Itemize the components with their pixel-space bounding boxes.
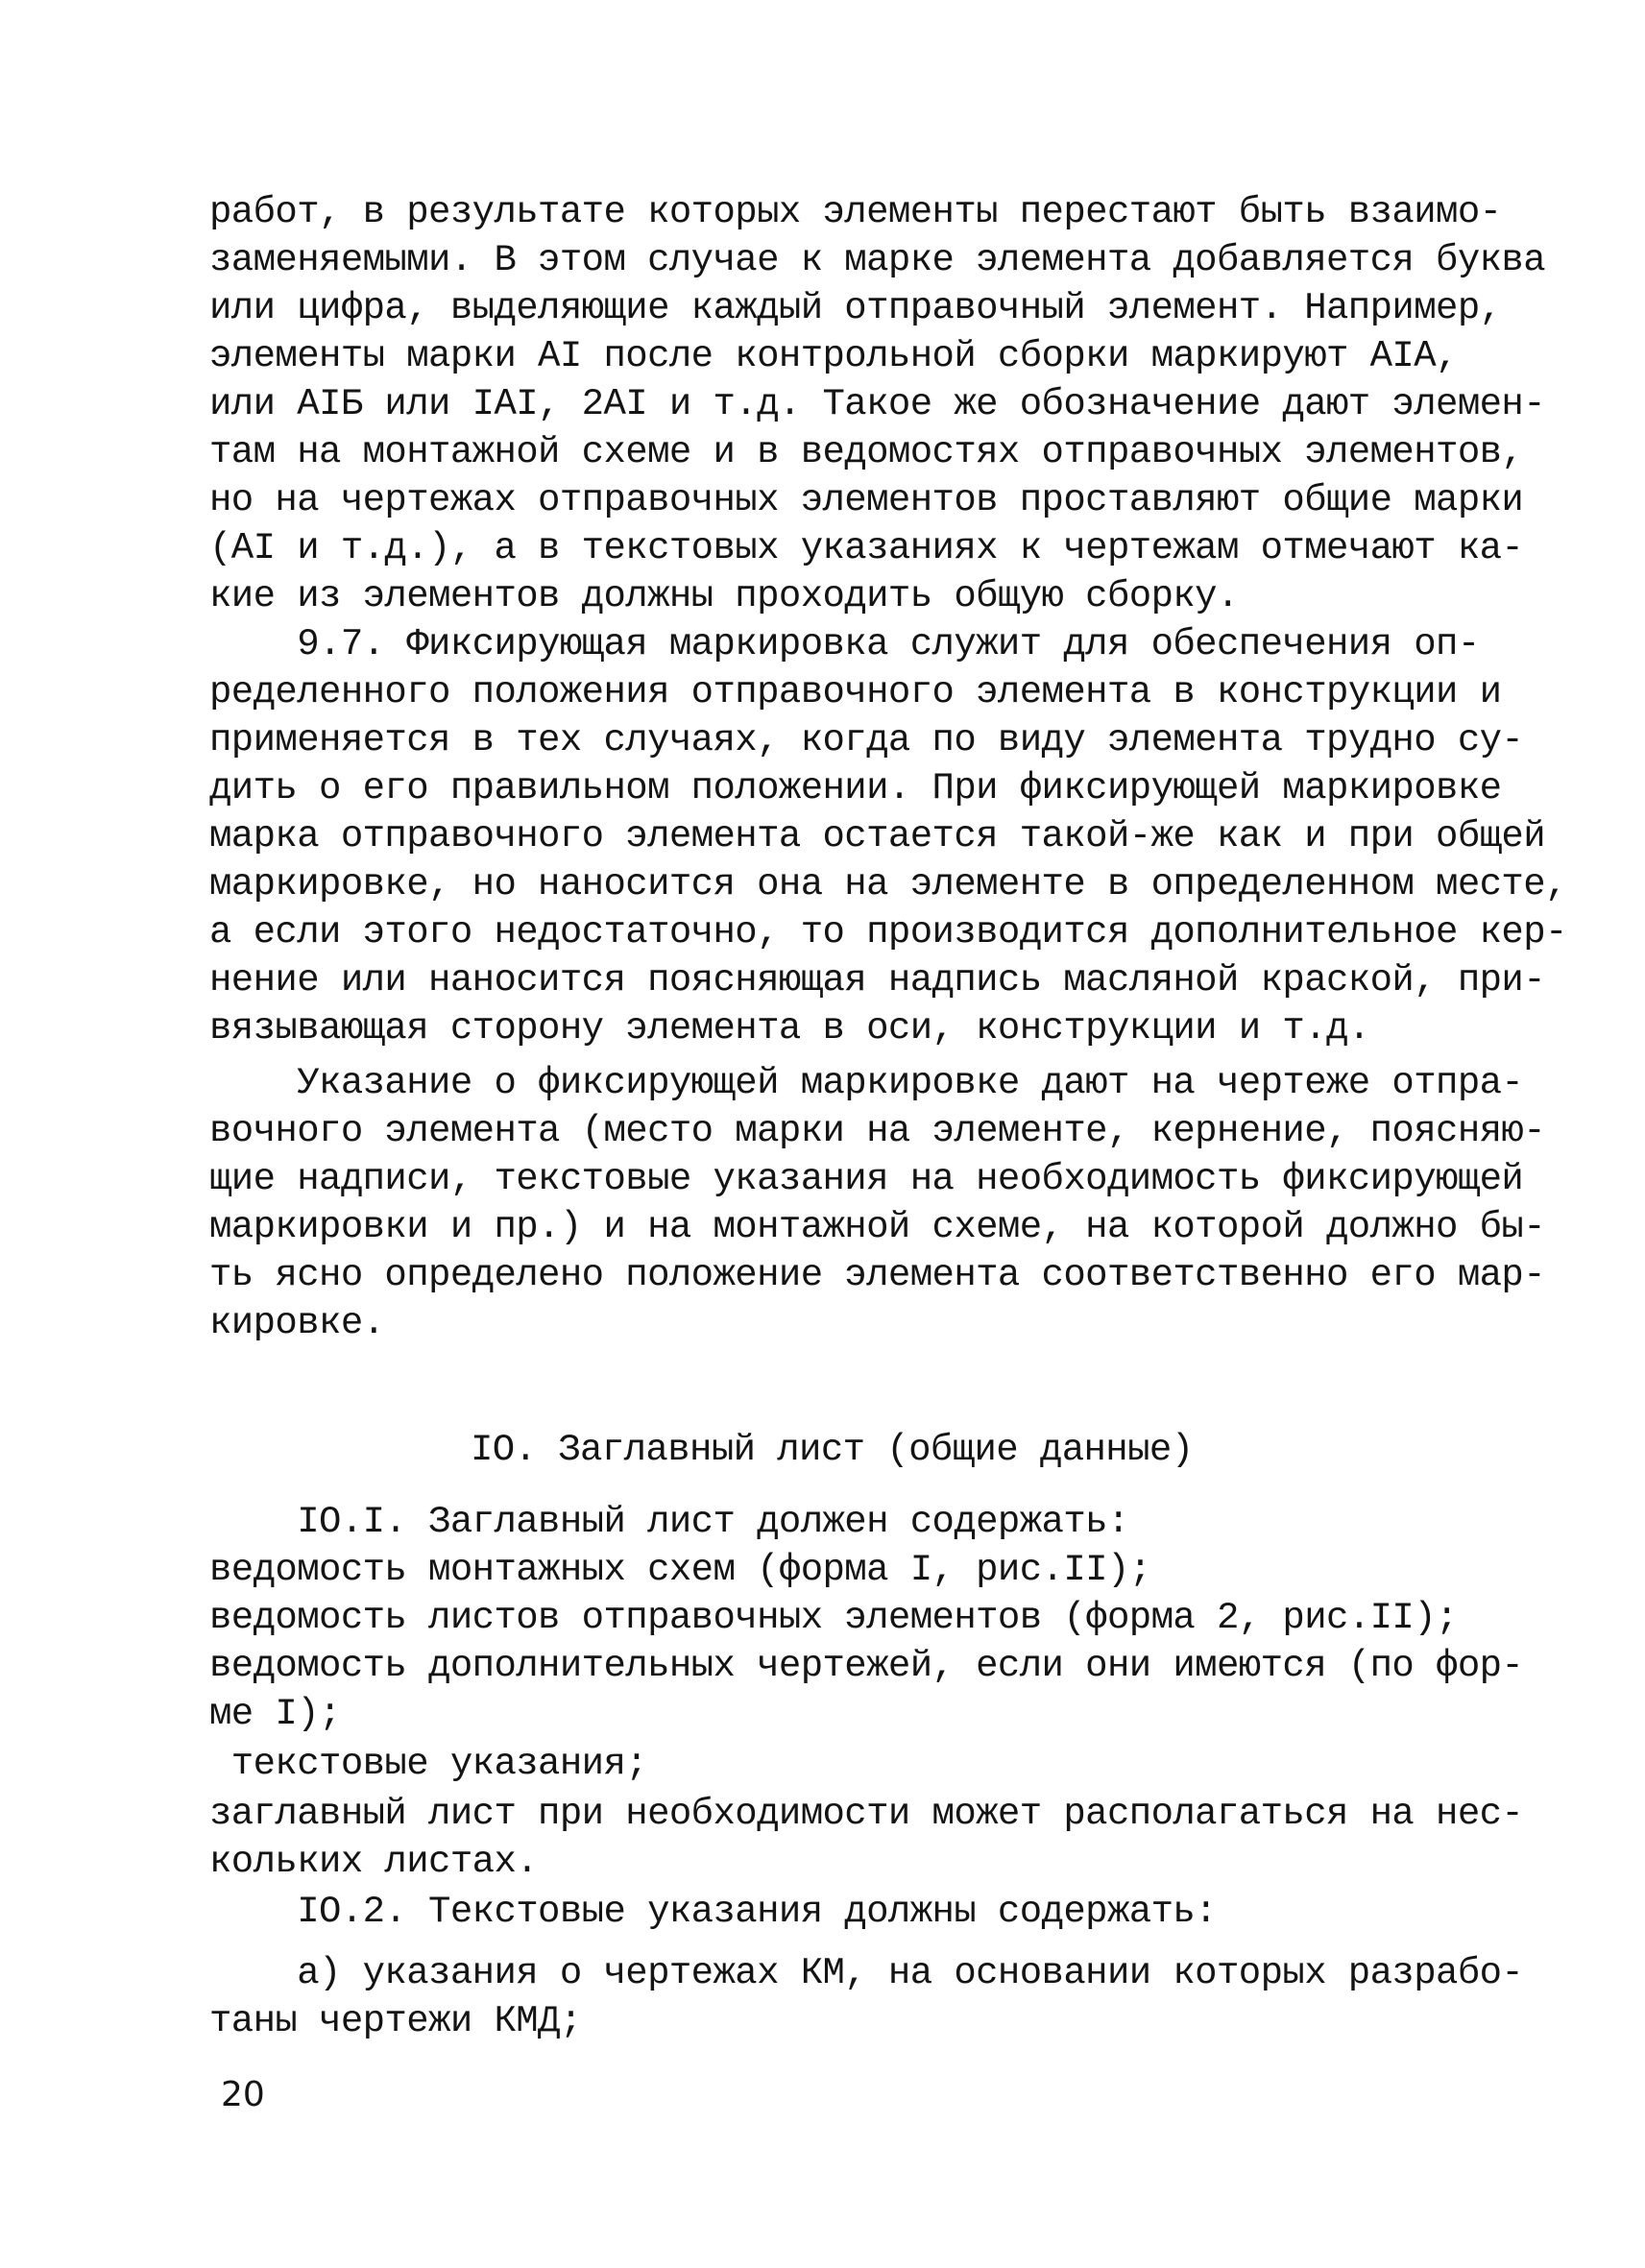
text-line: или цифра, выделяющие каждый отправочный элемент. Например,	[209, 287, 1502, 329]
text-line: Указание о фиксирующей маркировке дают на чертеже отпра-	[209, 1062, 1524, 1104]
text-line: IO.2. Текстовые указания должны содержать:	[209, 1891, 1217, 1933]
text-line: 9.7. Фиксирующая маркировка служит для обеспечения оп-	[209, 623, 1480, 665]
text-line: щие надписи, текстовые указания на необходимость фиксирующей	[209, 1158, 1524, 1200]
text-line: вочного элемента (место марки на элементе, кернение, поясняю-	[209, 1110, 1546, 1152]
text-line: ведомость дополнительных чертежей, если они имеются (по фор-	[209, 1645, 1524, 1687]
text-line: марка отправочного элемента остается такой-же как и при общей	[209, 815, 1546, 857]
text-line: ведомость листов отправочных элементов (форма 2, рис.II);	[209, 1597, 1458, 1639]
text-line: нение или наносится поясняющая надпись масляной краской, при-	[209, 959, 1546, 1001]
text-line: кольких листах.	[209, 1841, 539, 1883]
text-line: маркировке, но наносится она на элементе в определенном месте,	[209, 863, 1567, 905]
text-line: дить о его правильном положении. При фиксирующей маркировке	[209, 767, 1502, 809]
text-line: таны чертежи КМД;	[209, 2000, 582, 2042]
text-line: кие из элементов должны проходить общую сборку.	[209, 575, 1239, 617]
text-line: применяется в тех случаях, когда по виду элемента трудно су-	[209, 719, 1524, 761]
text-line: (АI и т.д.), а в текстовых указаниях к чертежам отмечают ка-	[209, 527, 1524, 569]
text-line: ме I);	[209, 1693, 341, 1735]
text-line: элементы марки АI после контрольной сборки маркируют АIА,	[209, 335, 1458, 377]
text-line: заменяемыми. В этом случае к марке элемента добавляется буква	[209, 239, 1546, 281]
text-line: или АIБ или IАI, 2АI и т.д. Такое же обозначение дают элемен-	[209, 383, 1546, 425]
text-line: а) указания о чертежах КМ, на основании которых разрабо-	[209, 1952, 1524, 1994]
text-line: ть ясно определено положение элемента соответственно его мар-	[209, 1254, 1546, 1296]
text-line: вязывающая сторону элемента в оси, конструкции и т.д.	[209, 1007, 1370, 1050]
text-line: работ, в результате которых элементы перестают быть взаимо-	[209, 191, 1502, 233]
text-line: но на чертежах отправочных элементов проставляют общие марки	[209, 479, 1524, 521]
page-number: 20	[221, 2075, 265, 2114]
text-line: ределенного положения отправочного элемента в конструкции и	[209, 671, 1502, 713]
text-line: а если этого недостаточно, то производится дополнительное кер-	[209, 911, 1567, 953]
text-line: IO.I. Заглавный лист должен содержать:	[209, 1501, 1129, 1543]
text-line: заглавный лист при необходимости может располагаться на нес-	[209, 1793, 1524, 1835]
text-line: ведомость монтажных схем (форма I, рис.II);	[209, 1549, 1151, 1591]
text-line: текстовые указания;	[209, 1743, 648, 1785]
text-line: кировке.	[209, 1302, 385, 1344]
section-heading: IO. Заглавный лист (общие данные)	[471, 1429, 1194, 1471]
text-line: там на монтажной схеме и в ведомостях отправочных элементов,	[209, 431, 1524, 473]
text-line: маркировки и пр.) и на монтажной схеме, на которой должно бы-	[209, 1206, 1546, 1248]
